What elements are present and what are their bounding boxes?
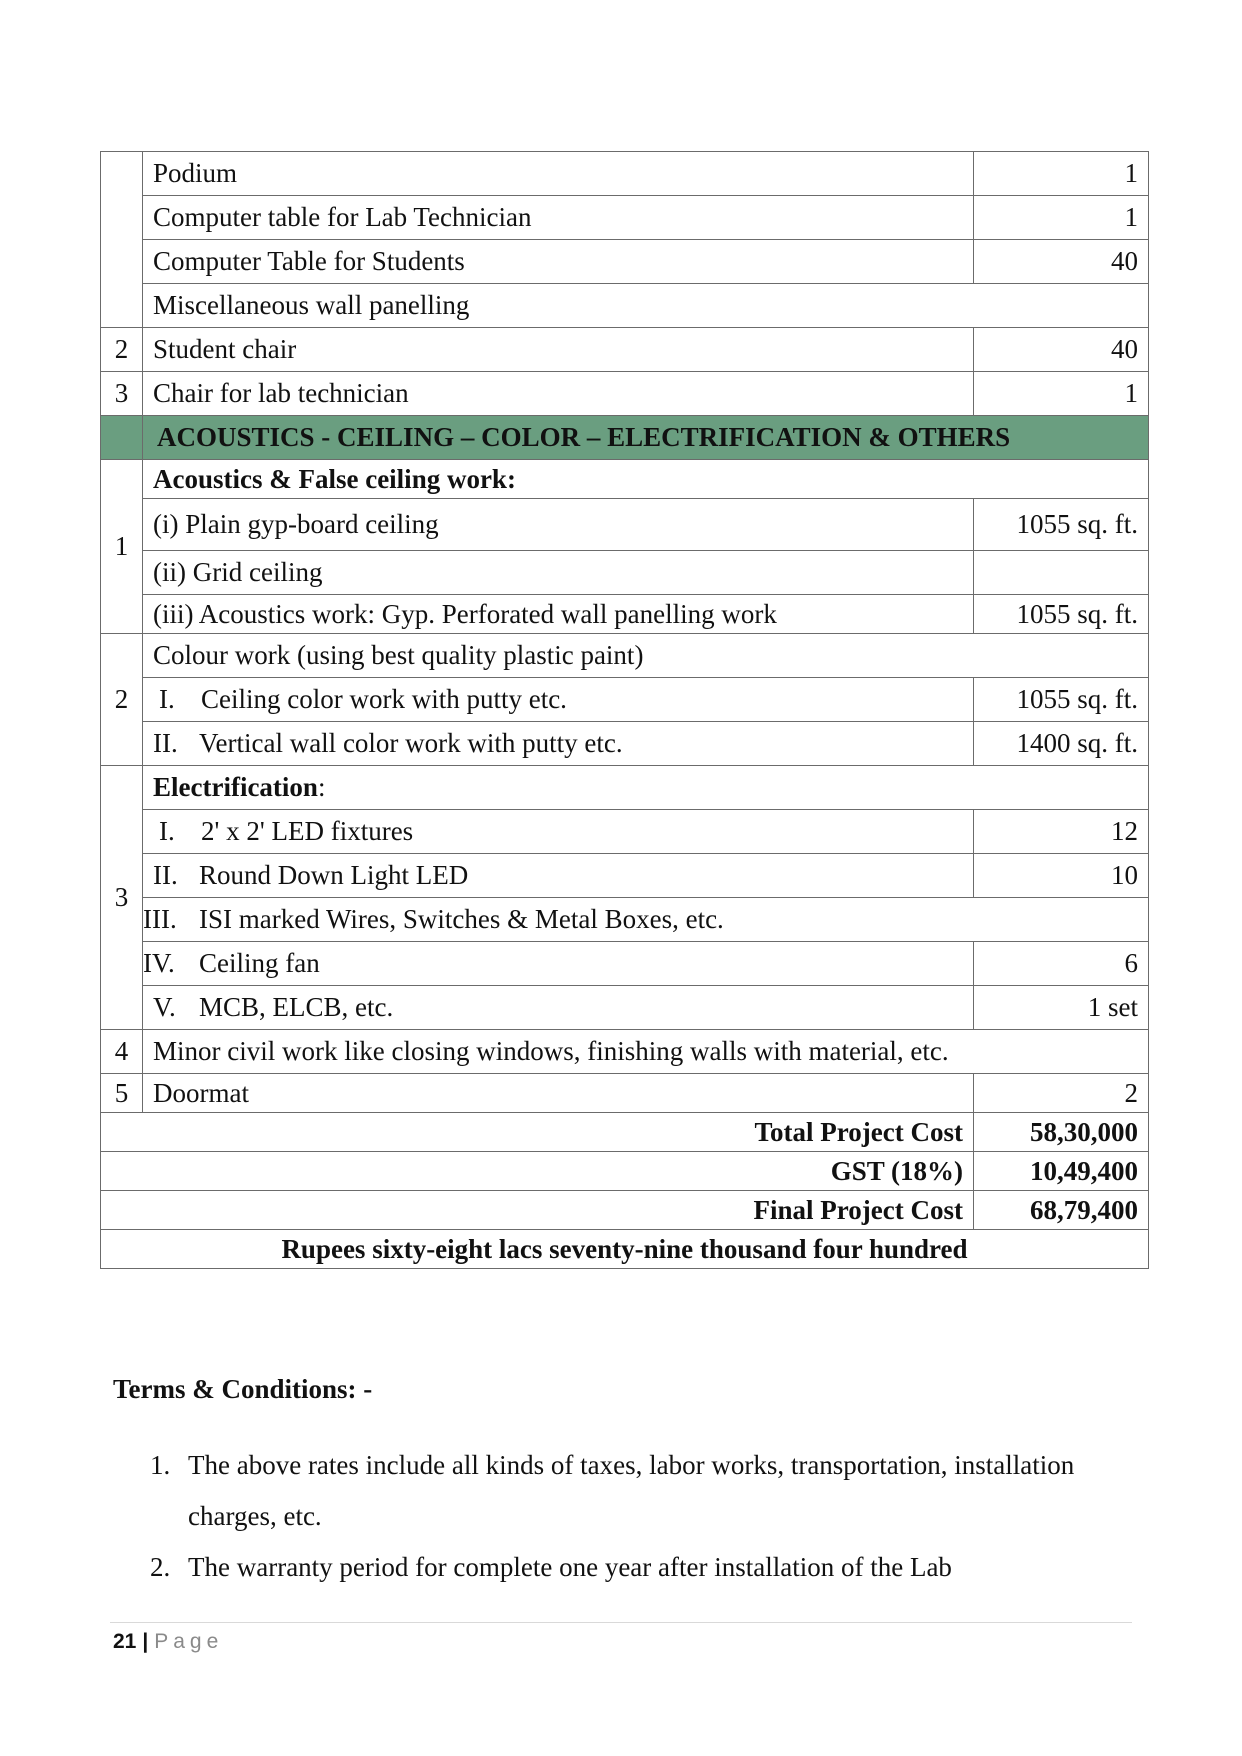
- item-description: [143, 986, 974, 1030]
- item-description: Minor civil work like closing windows, finishing walls with material, etc.: [143, 1030, 1149, 1074]
- table-row: [101, 678, 1149, 722]
- table-row: [101, 196, 1149, 240]
- item-description: Podium: [143, 152, 974, 196]
- item-description: Student chair: [143, 328, 974, 372]
- table-row: [101, 372, 1149, 416]
- list-item-text: The warranty period for complete one year after installation of the Lab: [188, 1552, 952, 1582]
- section-heading-row: [101, 416, 1149, 460]
- item-quantity: [974, 551, 1149, 595]
- table-row: [101, 499, 1149, 551]
- list-item: [150, 1440, 1110, 1542]
- item-quantity: 1: [974, 152, 1149, 196]
- gst-row: [101, 1152, 1149, 1191]
- item-description: Computer table for Lab Technician: [143, 196, 974, 240]
- item-description: [143, 854, 974, 898]
- item-quantity: 1055 sq. ft.: [974, 595, 1149, 634]
- item-text: Vertical wall color work with putty etc.: [199, 728, 623, 758]
- item-description: [143, 810, 974, 854]
- item-description: (i) Plain gyp-board ceiling: [143, 499, 974, 551]
- table-row: [101, 898, 1149, 942]
- item-description: (ii) Grid ceiling: [143, 551, 974, 595]
- serial-number: 1: [101, 460, 143, 634]
- table-row: [101, 634, 1149, 678]
- table-row: [101, 1074, 1149, 1113]
- list-item: [150, 1542, 1110, 1593]
- item-quantity: 1055 sq. ft.: [974, 499, 1149, 551]
- table-row: [101, 551, 1149, 595]
- amount-in-words: Rupees sixty-eight lacs seventy-nine thousand four hundred: [101, 1230, 1149, 1269]
- item-quantity: 1 set: [974, 986, 1149, 1030]
- roman-numeral: II.: [153, 728, 178, 758]
- table-row: [101, 986, 1149, 1030]
- item-description: (iii) Acoustics work: Gyp. Perforated wall panelling work: [143, 595, 974, 634]
- bill-of-quantities-table: [100, 151, 1149, 1269]
- serial-number: 3: [101, 766, 143, 1030]
- table-row: [101, 854, 1149, 898]
- item-description: [143, 722, 974, 766]
- gst-value: 10,49,400: [974, 1152, 1149, 1191]
- list-item-number: 2.: [150, 1552, 171, 1582]
- table-row: [101, 810, 1149, 854]
- item-text: MCB, ELCB, etc.: [199, 992, 394, 1022]
- item-quantity: 10: [974, 854, 1149, 898]
- serial-cell: [101, 152, 143, 328]
- table-row: [101, 595, 1149, 634]
- page-label: Page: [154, 1630, 224, 1653]
- roman-numeral: I.: [159, 684, 175, 714]
- amount-in-words-row: [101, 1230, 1149, 1269]
- item-description: Miscellaneous wall panelling: [143, 284, 1149, 328]
- table-row: [101, 942, 1149, 986]
- serial-number: 5: [101, 1074, 143, 1113]
- item-quantity: 2: [974, 1074, 1149, 1113]
- table-row: [101, 766, 1149, 810]
- item-quantity: 40: [974, 240, 1149, 284]
- table-row: [101, 328, 1149, 372]
- item-description: Chair for lab technician: [143, 372, 974, 416]
- final-cost-row: [101, 1191, 1149, 1230]
- group-title-suffix: :: [317, 772, 326, 802]
- total-row: [101, 1113, 1149, 1152]
- terms-list: [150, 1440, 1110, 1593]
- serial-number: 2: [101, 328, 143, 372]
- item-description: Doormat: [143, 1074, 974, 1113]
- item-text: ISI marked Wires, Switches & Metal Boxes, etc.: [199, 904, 724, 934]
- group-title: Acoustics & False ceiling work:: [143, 460, 1149, 499]
- item-text: 2' x 2' LED fixtures: [201, 816, 414, 846]
- group-title: Colour work (using best quality plastic paint): [143, 634, 1149, 678]
- table-row: [101, 284, 1149, 328]
- footer-separator: |: [142, 1630, 149, 1653]
- section-heading-cell: [101, 416, 143, 460]
- table-row: [101, 460, 1149, 499]
- page-number: 21: [113, 1630, 137, 1653]
- item-quantity: 12: [974, 810, 1149, 854]
- item-quantity: 1055 sq. ft.: [974, 678, 1149, 722]
- item-quantity: 40: [974, 328, 1149, 372]
- item-text: Round Down Light LED: [199, 860, 469, 890]
- serial-number: 3: [101, 372, 143, 416]
- terms-title: Terms & Conditions: -: [113, 1374, 373, 1404]
- section-heading: ACOUSTICS - CEILING – COLOR – ELECTRIFICATION & OTHERS: [143, 416, 1149, 460]
- roman-numeral: III.: [143, 904, 177, 934]
- gst-label: GST (18%): [101, 1152, 974, 1191]
- item-text: Ceiling color work with putty etc.: [201, 684, 567, 714]
- final-cost-label: Final Project Cost: [101, 1191, 974, 1230]
- roman-numeral: I.: [159, 816, 175, 846]
- page-footer: [113, 1630, 223, 1654]
- footer-divider: [110, 1622, 1132, 1623]
- table-row: [101, 1030, 1149, 1074]
- item-quantity: 1400 sq. ft.: [974, 722, 1149, 766]
- serial-number: 4: [101, 1030, 143, 1074]
- list-item-text: The above rates include all kinds of taxes, labor works, transportation, installation charges, etc.: [188, 1450, 1075, 1531]
- item-text: Ceiling fan: [199, 948, 320, 978]
- item-quantity: 1: [974, 196, 1149, 240]
- roman-numeral: II.: [153, 860, 178, 890]
- item-description: [143, 942, 974, 986]
- final-cost-value: 68,79,400: [974, 1191, 1149, 1230]
- group-title-text: Electrification: [153, 772, 318, 802]
- total-value: 58,30,000: [974, 1113, 1149, 1152]
- item-description: Computer Table for Students: [143, 240, 974, 284]
- group-title: [143, 766, 1149, 810]
- serial-number: 2: [101, 634, 143, 766]
- item-quantity: 6: [974, 942, 1149, 986]
- roman-numeral: V.: [153, 992, 176, 1022]
- table-row: [101, 722, 1149, 766]
- item-description: [143, 898, 1149, 942]
- list-item-number: 1.: [150, 1450, 171, 1480]
- item-quantity: 1: [974, 372, 1149, 416]
- table-row: [101, 240, 1149, 284]
- total-label: Total Project Cost: [101, 1113, 974, 1152]
- item-description: [143, 678, 974, 722]
- table-row: [101, 152, 1149, 196]
- roman-numeral: IV.: [143, 948, 175, 978]
